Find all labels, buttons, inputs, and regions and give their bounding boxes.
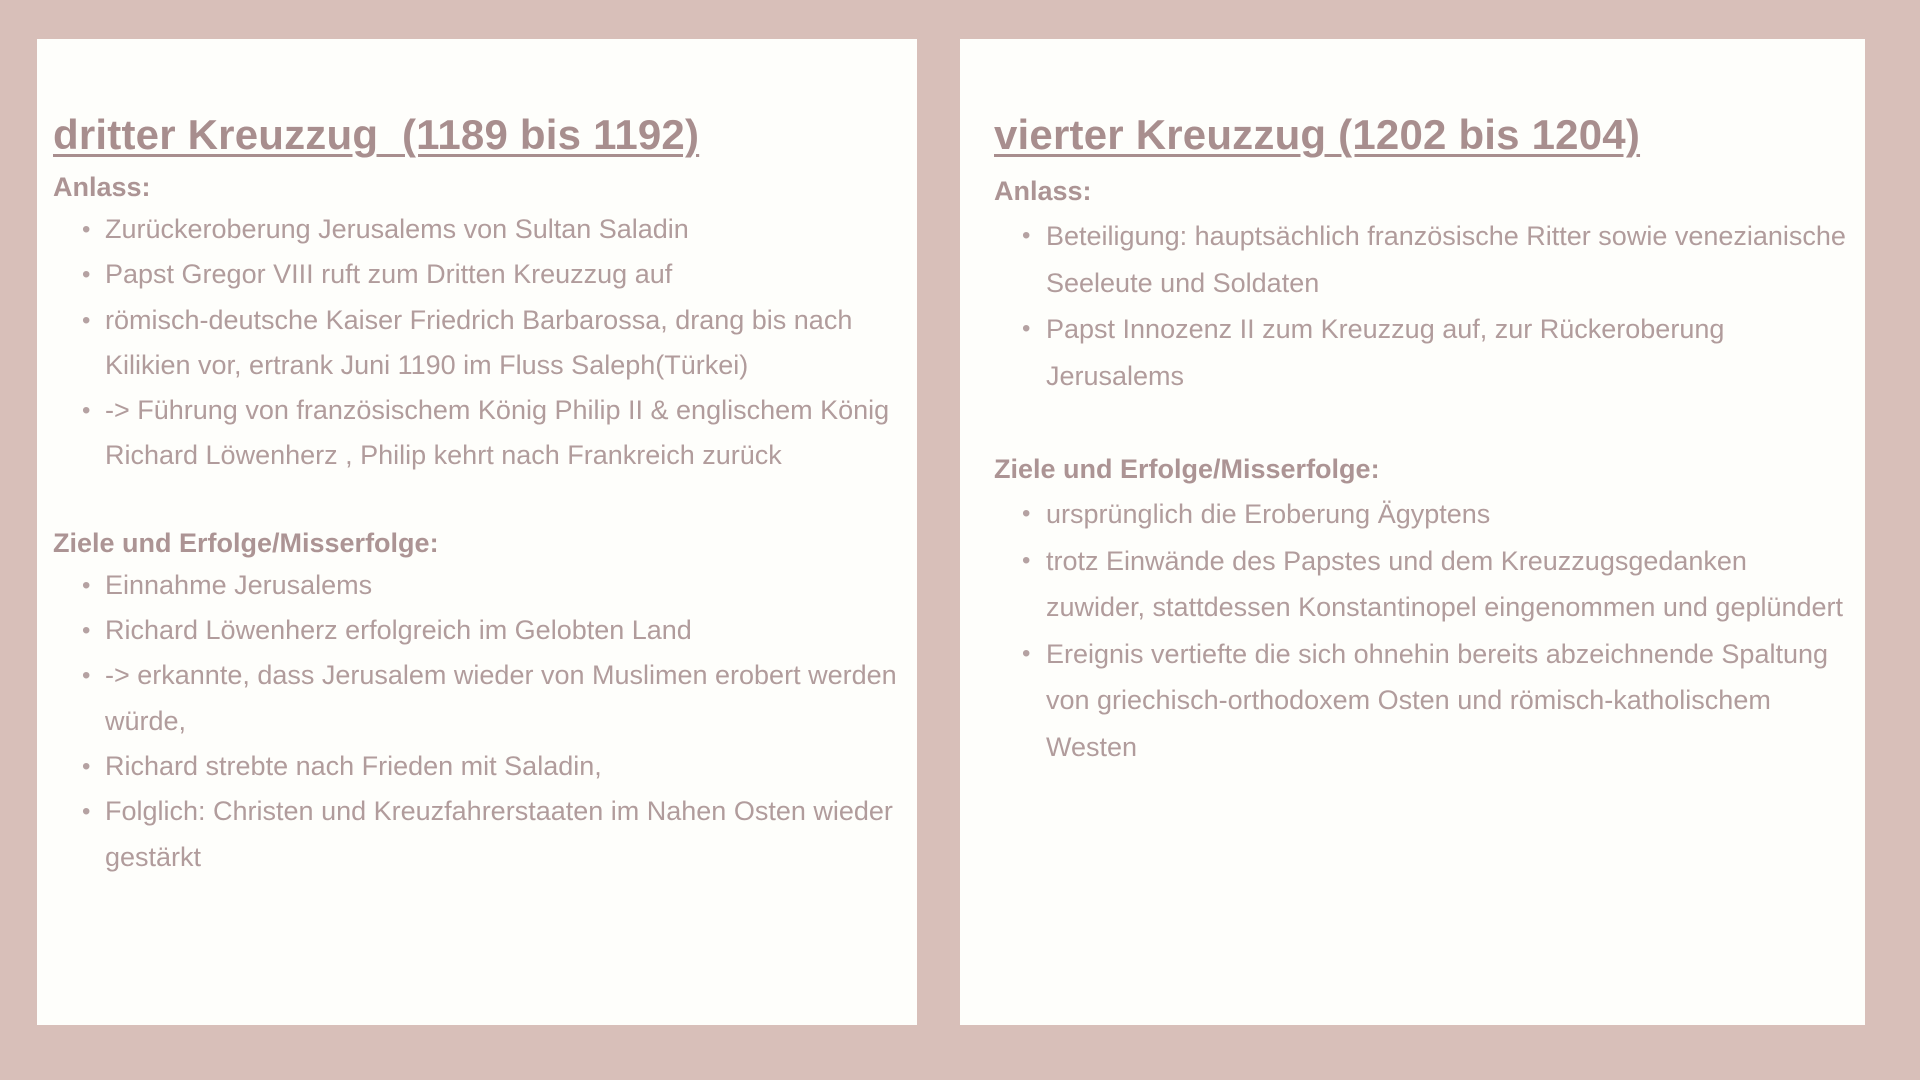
list-item [994, 631, 1849, 771]
list-item-text: Richard Löwenherz erfolgreich im Gelobten Land [105, 615, 692, 646]
list-item [994, 306, 1849, 399]
list-item [53, 298, 901, 389]
section-heading-ziele: Ziele und Erfolge/Misserfolge: [53, 527, 439, 558]
anlass-list [53, 207, 901, 479]
list-item [994, 491, 1849, 538]
bullet-icon: • [82, 617, 91, 645]
list-item-text: Zurückeroberung Jerusalems von Sultan Saladin [105, 214, 689, 244]
card-third-crusade [37, 39, 917, 1025]
card-fourth-crusade [960, 39, 1865, 1025]
bullet-icon: • [1022, 639, 1031, 667]
bullet-icon: • [82, 216, 91, 243]
list-item [53, 653, 901, 744]
list-item-text: Papst Gregor VIII ruft zum Dritten Kreuzzug auf [105, 259, 673, 290]
bullet-icon: • [82, 662, 91, 690]
bullet-icon: • [1022, 500, 1031, 527]
section-heading-ziele: Ziele und Erfolge/Misserfolge: [994, 454, 1380, 484]
list-item-text: ursprünglich die Eroberung Ägyptens [1046, 499, 1491, 529]
list-item-text: Einnahme Jerusalems [105, 569, 373, 600]
list-item [994, 538, 1849, 631]
list-item [53, 207, 901, 252]
list-item-text: Richard strebte nach Frieden mit Saladin, [105, 750, 602, 781]
bullet-icon: • [82, 752, 91, 780]
card-title: dritter Kreuzzug (1189 bis 1192) [53, 111, 700, 158]
list-item [53, 252, 901, 297]
list-item-text: Folglich: Christen und Kreuzfahrerstaaten im Nahen Osten wieder gestärkt [105, 796, 893, 872]
list-item-text: Beteiligung: hauptsächlich französische Ritter sowie venezianische Seeleute und Soldaten [1046, 221, 1846, 298]
list-item-text: -> erkannte, dass Jerusalem wieder von Muslimen erobert werden würde, [105, 660, 897, 736]
section-heading-anlass: Anlass: [53, 172, 151, 202]
list-item [53, 563, 901, 608]
list-item [53, 608, 901, 653]
list-item [53, 744, 901, 789]
card-title: vierter Kreuzzug (1202 bis 1204) [994, 111, 1641, 158]
list-item-text: Papst Innozenz II zum Kreuzzug auf, zur Rückeroberung Jerusalems [1046, 314, 1725, 391]
bullet-icon: • [82, 306, 91, 334]
ziele-list [53, 563, 901, 880]
list-item [994, 213, 1849, 306]
bullet-icon: • [1022, 546, 1031, 574]
ziele-list [994, 491, 1849, 770]
bullet-icon: • [1022, 315, 1031, 342]
list-item [53, 388, 901, 479]
bullet-icon: • [82, 798, 91, 826]
list-item-text: -> Führung von französischem König Philip II & englischem König Richard Löwenherz , Philip kehrt nach Frankreich zurück [105, 395, 890, 471]
list-item-text: trotz Einwände des Papstes und dem Kreuzzugsgedanken zuwider, stattdessen Konstantinopel eingenommen und geplündert [1046, 545, 1844, 622]
list-item-text: Ereignis vertiefte die sich ohnehin bereits abzeichnende Spaltung von griechisch-orthodoxem Osten und römisch-katholischem Westen [1046, 638, 1829, 762]
section-heading-anlass: Anlass: [994, 176, 1092, 206]
anlass-list [994, 213, 1849, 399]
list-item-text: römisch-deutsche Kaiser Friedrich Barbarossa, drang bis nach Kilikien vor, ertrank Juni 1190 im Fluss Saleph(Türkei) [105, 304, 853, 380]
bullet-icon: • [82, 261, 91, 289]
list-item [53, 789, 901, 880]
bullet-icon: • [1022, 222, 1031, 249]
bullet-icon: • [82, 397, 91, 425]
bullet-icon: • [82, 571, 91, 599]
